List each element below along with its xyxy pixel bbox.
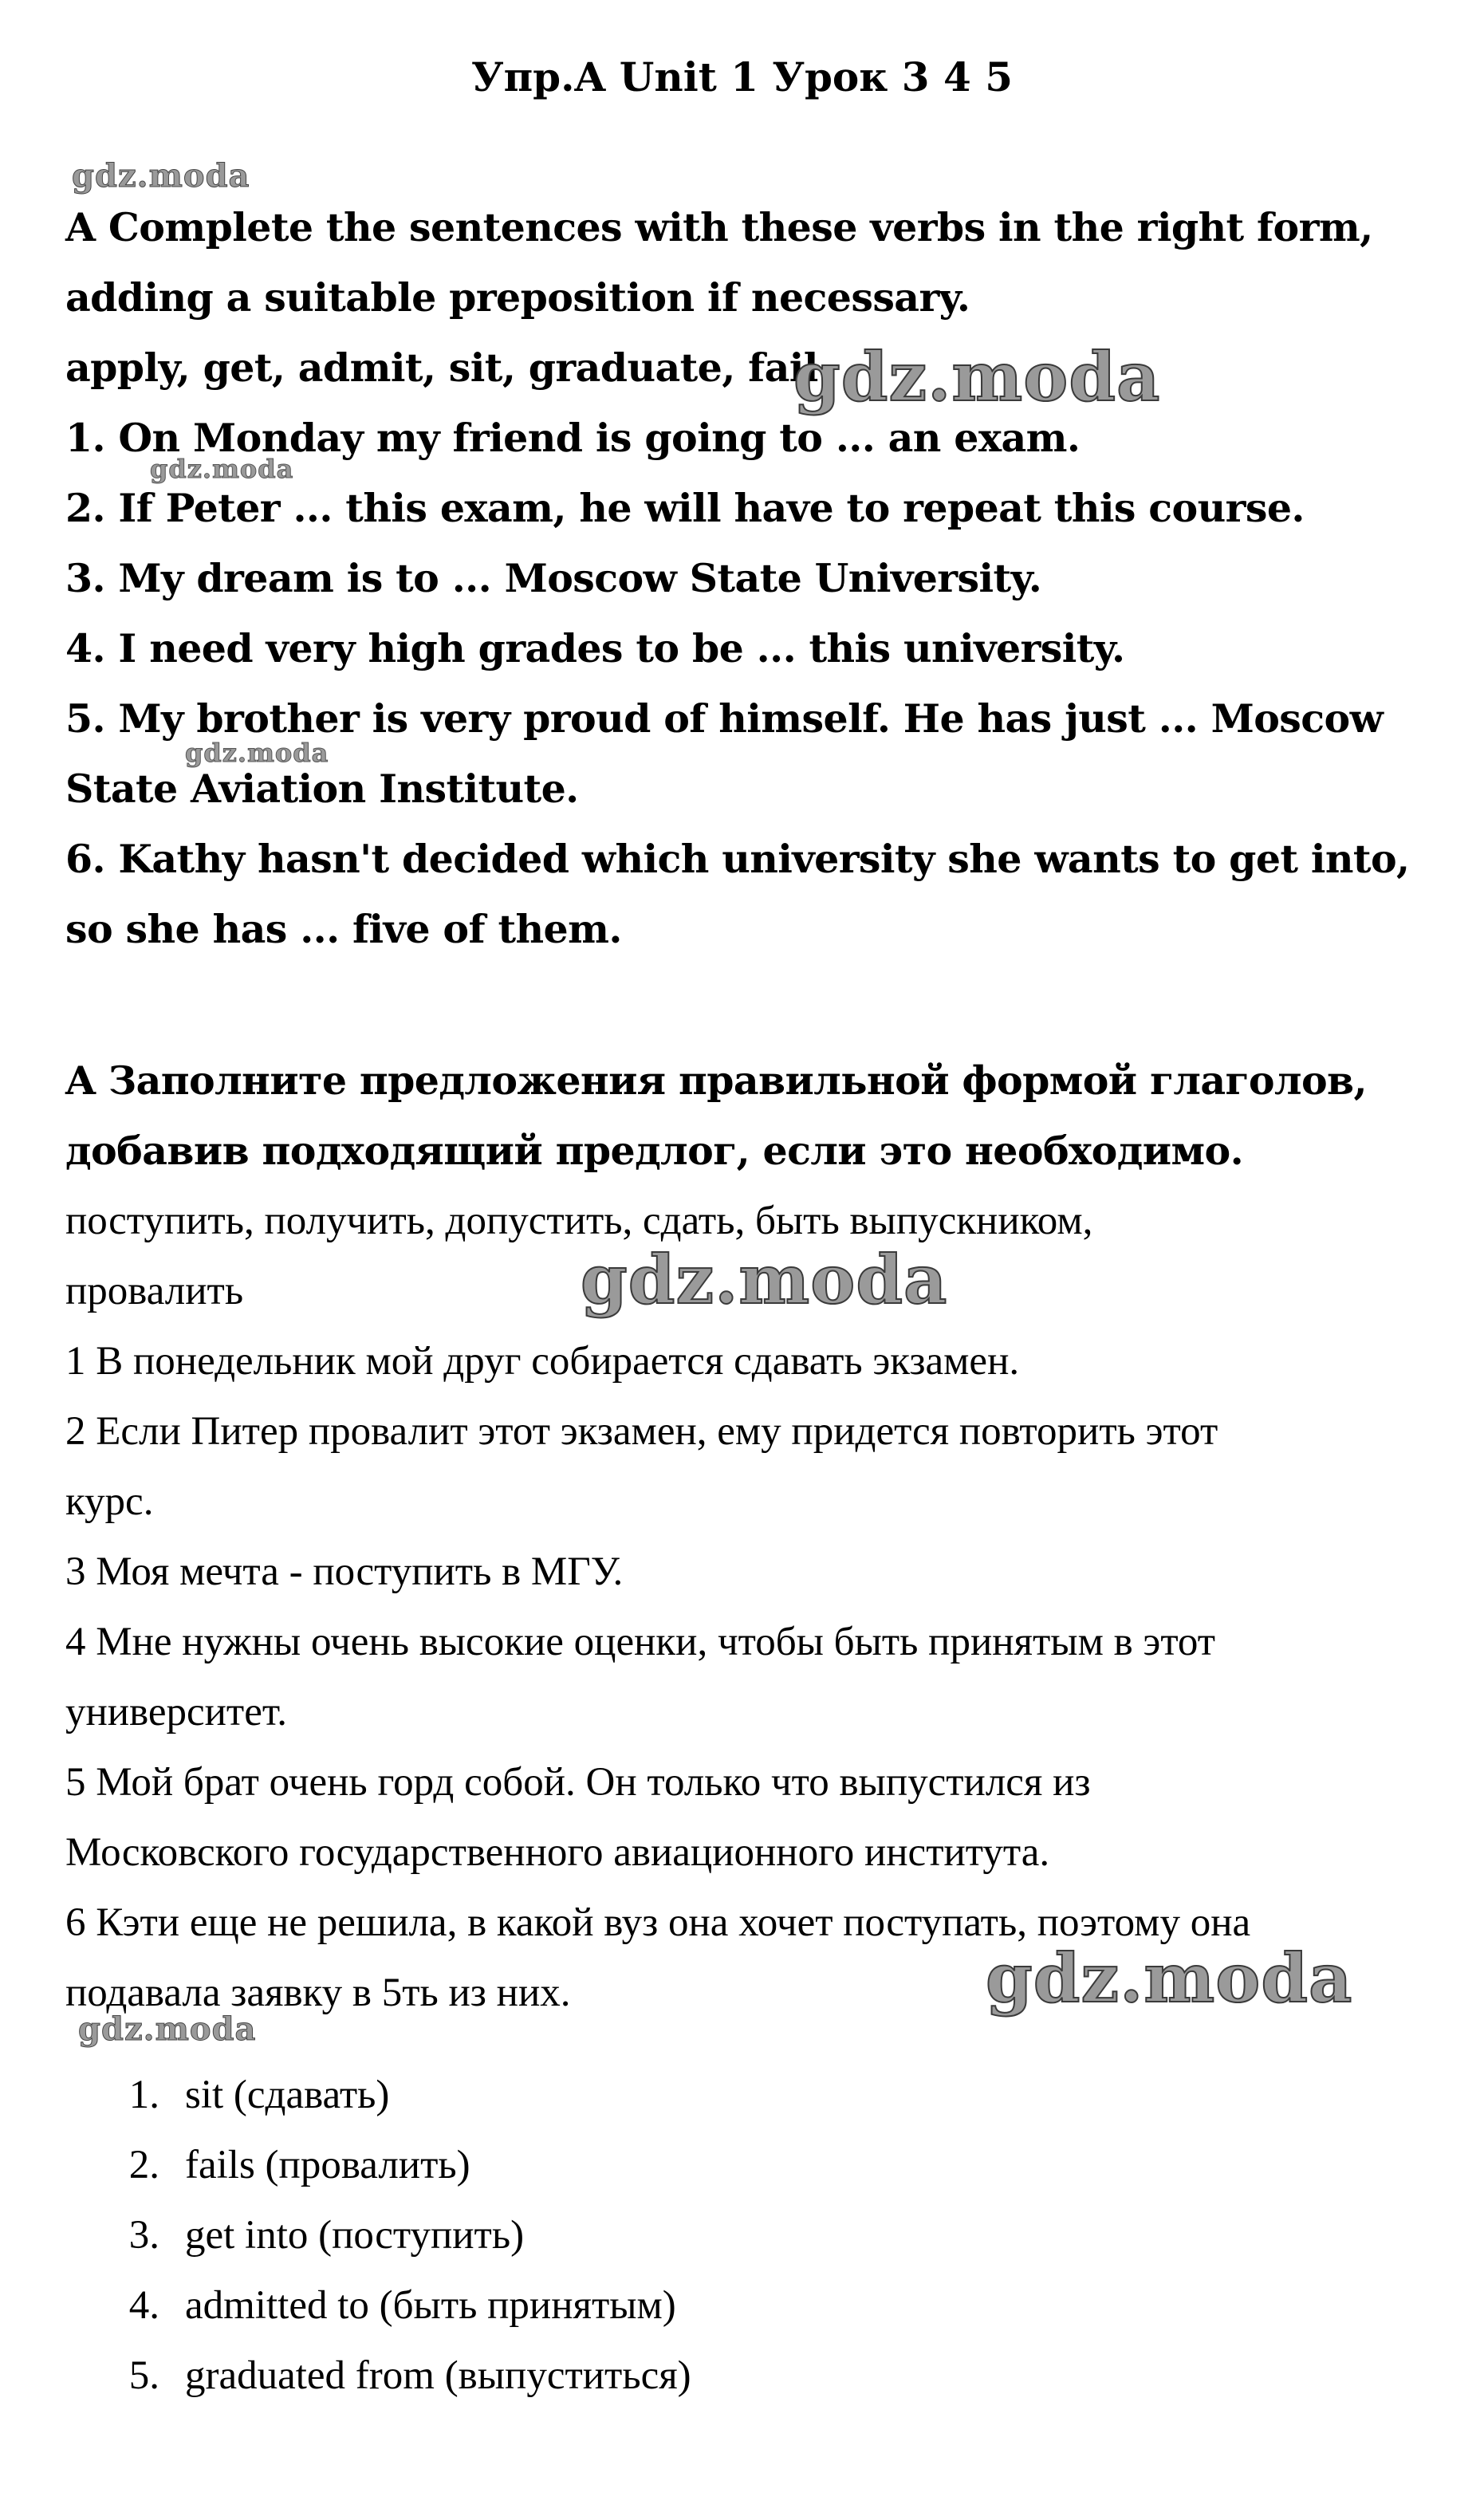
english-instruction-line-1: A Complete the sentences with these verbs in the right form, — [65, 204, 1373, 250]
answer-text: admitted to (быть принятым) — [185, 2283, 676, 2328]
answer-item — [0, 2067, 797, 2123]
answer-text: fails (провалить) — [185, 2143, 470, 2187]
watermark: gdz.moda — [793, 337, 1161, 416]
russian-sentence-2-continued: курс. — [65, 1479, 154, 1524]
russian-sentence-5: 5 Мой брат очень горд собой. Он только что выпустился из — [65, 1760, 1091, 1805]
english-instruction-line-2: adding a suitable preposition if necessary. — [65, 274, 970, 321]
russian-sentence-6: 6 Кэти еще не решила, в какой вуз она хочет поступать, поэтому она — [65, 1900, 1251, 1945]
russian-instruction-line-2: добавив подходящий предлог, если это необходимо. — [65, 1128, 1244, 1174]
answer-text: graduated from (выпуститься) — [185, 2353, 691, 2398]
russian-sentence-1: 1 В понедельник мой друг собирается сдавать экзамен. — [65, 1339, 1020, 1384]
english-sentence-6: 6. Kathy hasn't decided which university she wants to get into, — [65, 836, 1410, 882]
watermark: gdz.moda — [72, 157, 250, 195]
answer-text: get into (поступить) — [185, 2213, 525, 2258]
russian-sentence-4: 4 Мне нужны очень высокие оценки, чтобы быть принятым в этот — [65, 1620, 1216, 1664]
answer-number: 4. — [128, 2283, 159, 2328]
russian-verb-list-line-1: поступить, получить, допустить, сдать, быть выпускником, — [65, 1199, 1093, 1243]
watermark: gdz.moda — [986, 1939, 1353, 2018]
answer-item — [0, 2137, 797, 2193]
russian-sentence-2: 2 Если Питер провалит этот экзамен, ему придется повторить этот — [65, 1409, 1218, 1454]
russian-sentence-3: 3 Моя мечта - поступить в МГУ. — [65, 1549, 624, 1594]
answer-number: 2. — [128, 2143, 159, 2187]
answer-item — [0, 2278, 797, 2333]
english-sentence-3: 3. My dream is to ... Moscow State University. — [65, 555, 1042, 601]
english-sentence-5: 5. My brother is very proud of himself. He has just ... Moscow — [65, 695, 1384, 742]
watermark: gdz.moda — [581, 1240, 948, 1319]
english-sentence-5-continued: State Aviation Institute. — [65, 766, 579, 812]
watermark: gdz.moda — [78, 2010, 257, 2048]
answer-item — [0, 2348, 797, 2404]
english-sentence-2: 2. If Peter ... this exam, he will have to repeat this course. — [65, 485, 1305, 531]
answer-item — [0, 2207, 797, 2263]
russian-instruction-line-1: A Заполните предложения правильной формой глаголов, — [65, 1057, 1367, 1104]
russian-sentence-5-continued: Московского государственного авиационного института. — [65, 1830, 1050, 1875]
page-title: Упр.A Unit 1 Урок 3 4 5 — [471, 53, 1013, 100]
answer-number: 5. — [128, 2353, 159, 2398]
answer-text: sit (сдавать) — [185, 2073, 390, 2117]
russian-sentence-6-continued: подавала заявку в 5ть из них. — [65, 1971, 571, 2015]
russian-sentence-4-continued: университет. — [65, 1690, 288, 1734]
english-sentence-4: 4. I need very high grades to be ... this university. — [65, 625, 1125, 671]
watermark: gdz.moda — [185, 738, 329, 768]
english-sentence-6-continued: so she has ... five of them. — [65, 906, 622, 952]
answer-number: 3. — [128, 2213, 159, 2258]
answer-number: 1. — [128, 2073, 159, 2117]
english-verb-list: apply, get, admit, sit, graduate, fail — [65, 345, 818, 391]
english-sentence-1: 1. On Monday my friend is going to ... an exam. — [65, 415, 1081, 461]
russian-verb-list-line-2: провалить — [65, 1269, 244, 1313]
watermark: gdz.moda — [150, 454, 294, 484]
